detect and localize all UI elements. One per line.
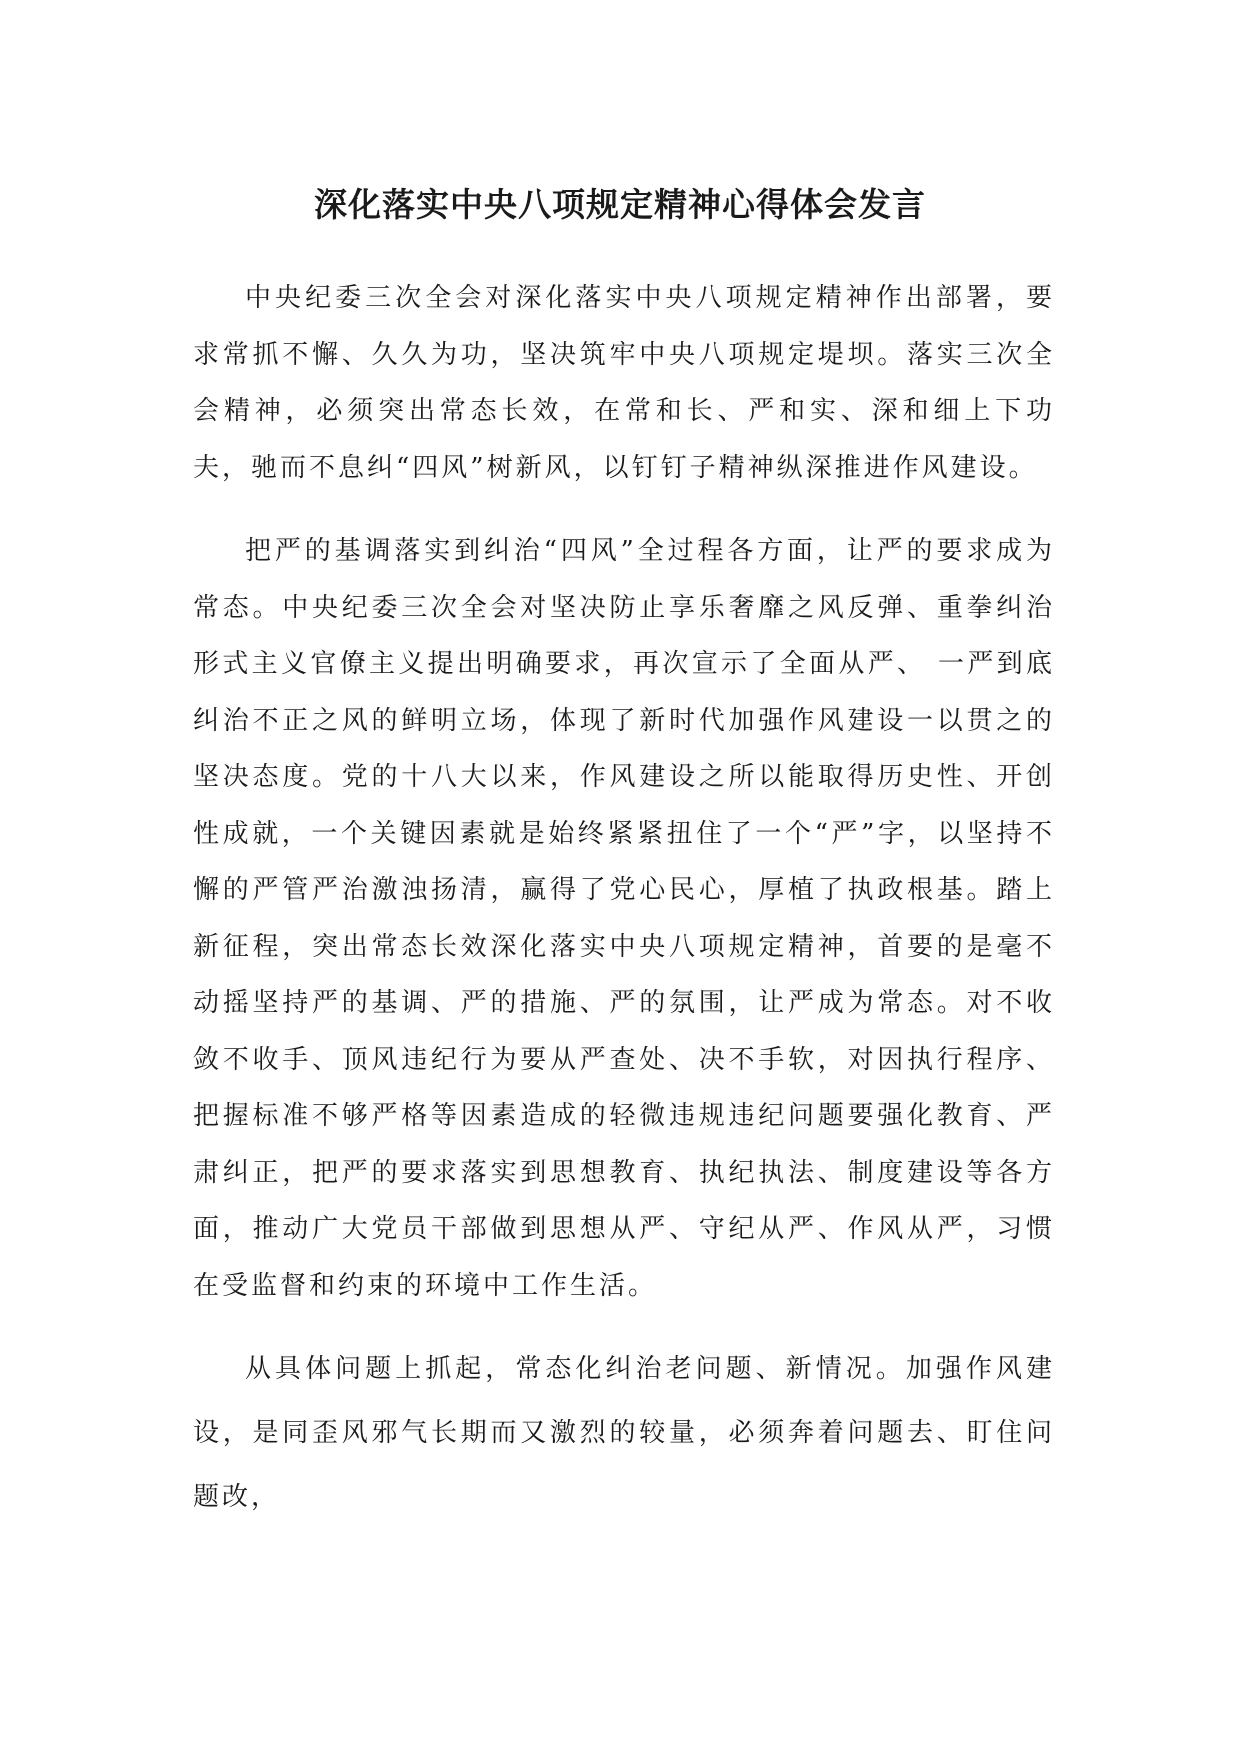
paragraph-1: 中央纪委三次全会对深化落实中央八项规定精神作出部署，要求常抓不懈、久久为功，坚决筑牢中央八项规定堤坝。落实三次全会精神，必须突出常态长效，在常和长、严和实、深和细上下功夫，驰而不息纠“四风”树新风，以钉钉子精神纵深推进作风建设。	[193, 283, 1055, 483]
paragraph-2: 把严的基调落实到纠治“四风”全过程各方面，让严的要求成为常态。中央纪委三次全会对坚决防止享乐奢靡之风反弹、重拳纠治形式主义官僚主义提出明确要求，再次宣示了全面从严、 一严到底纠治不正之风的鲜明立场，体现了新时代加强作风建设一以贯之的坚决态度。党的十八大以来，作风建设之所以能取得历史性、开创性成就，一个关键因素就是始终紧紧扭住了一个“严”字，以坚持不懈的严管严治激浊扬清，赢得了党心民心，厚植了执政根基。踏上新征程，突出常态长效深化落实中央八项规定精神，首要的是毫不动摇坚持严的基调、严的措施、严的氛围，让严成为常态。对不收敛不收手、顶风违纪行为要从严查处、决不手软，对因执行程序、把握标准不够严格等因素造成的轻微违规违纪问题要强化教育、严肃纠正，把严的要求落实到思想教育、执纪执法、制度建设等各方面，推动广大党员干部做到思想从严、守纪从严、作风从严，习惯在受监督和约束的环境中工作生活。	[193, 536, 1055, 1301]
document-title: 深化落实中央八项规定精神心得体会发言	[314, 185, 926, 224]
paragraph-3: 从具体问题上抓起，常态化纠治老问题、新情况。加强作风建设，是同歪风邪气长期而又激烈的较量，必须奔着问题去、盯住问题改，	[193, 1354, 1055, 1512]
